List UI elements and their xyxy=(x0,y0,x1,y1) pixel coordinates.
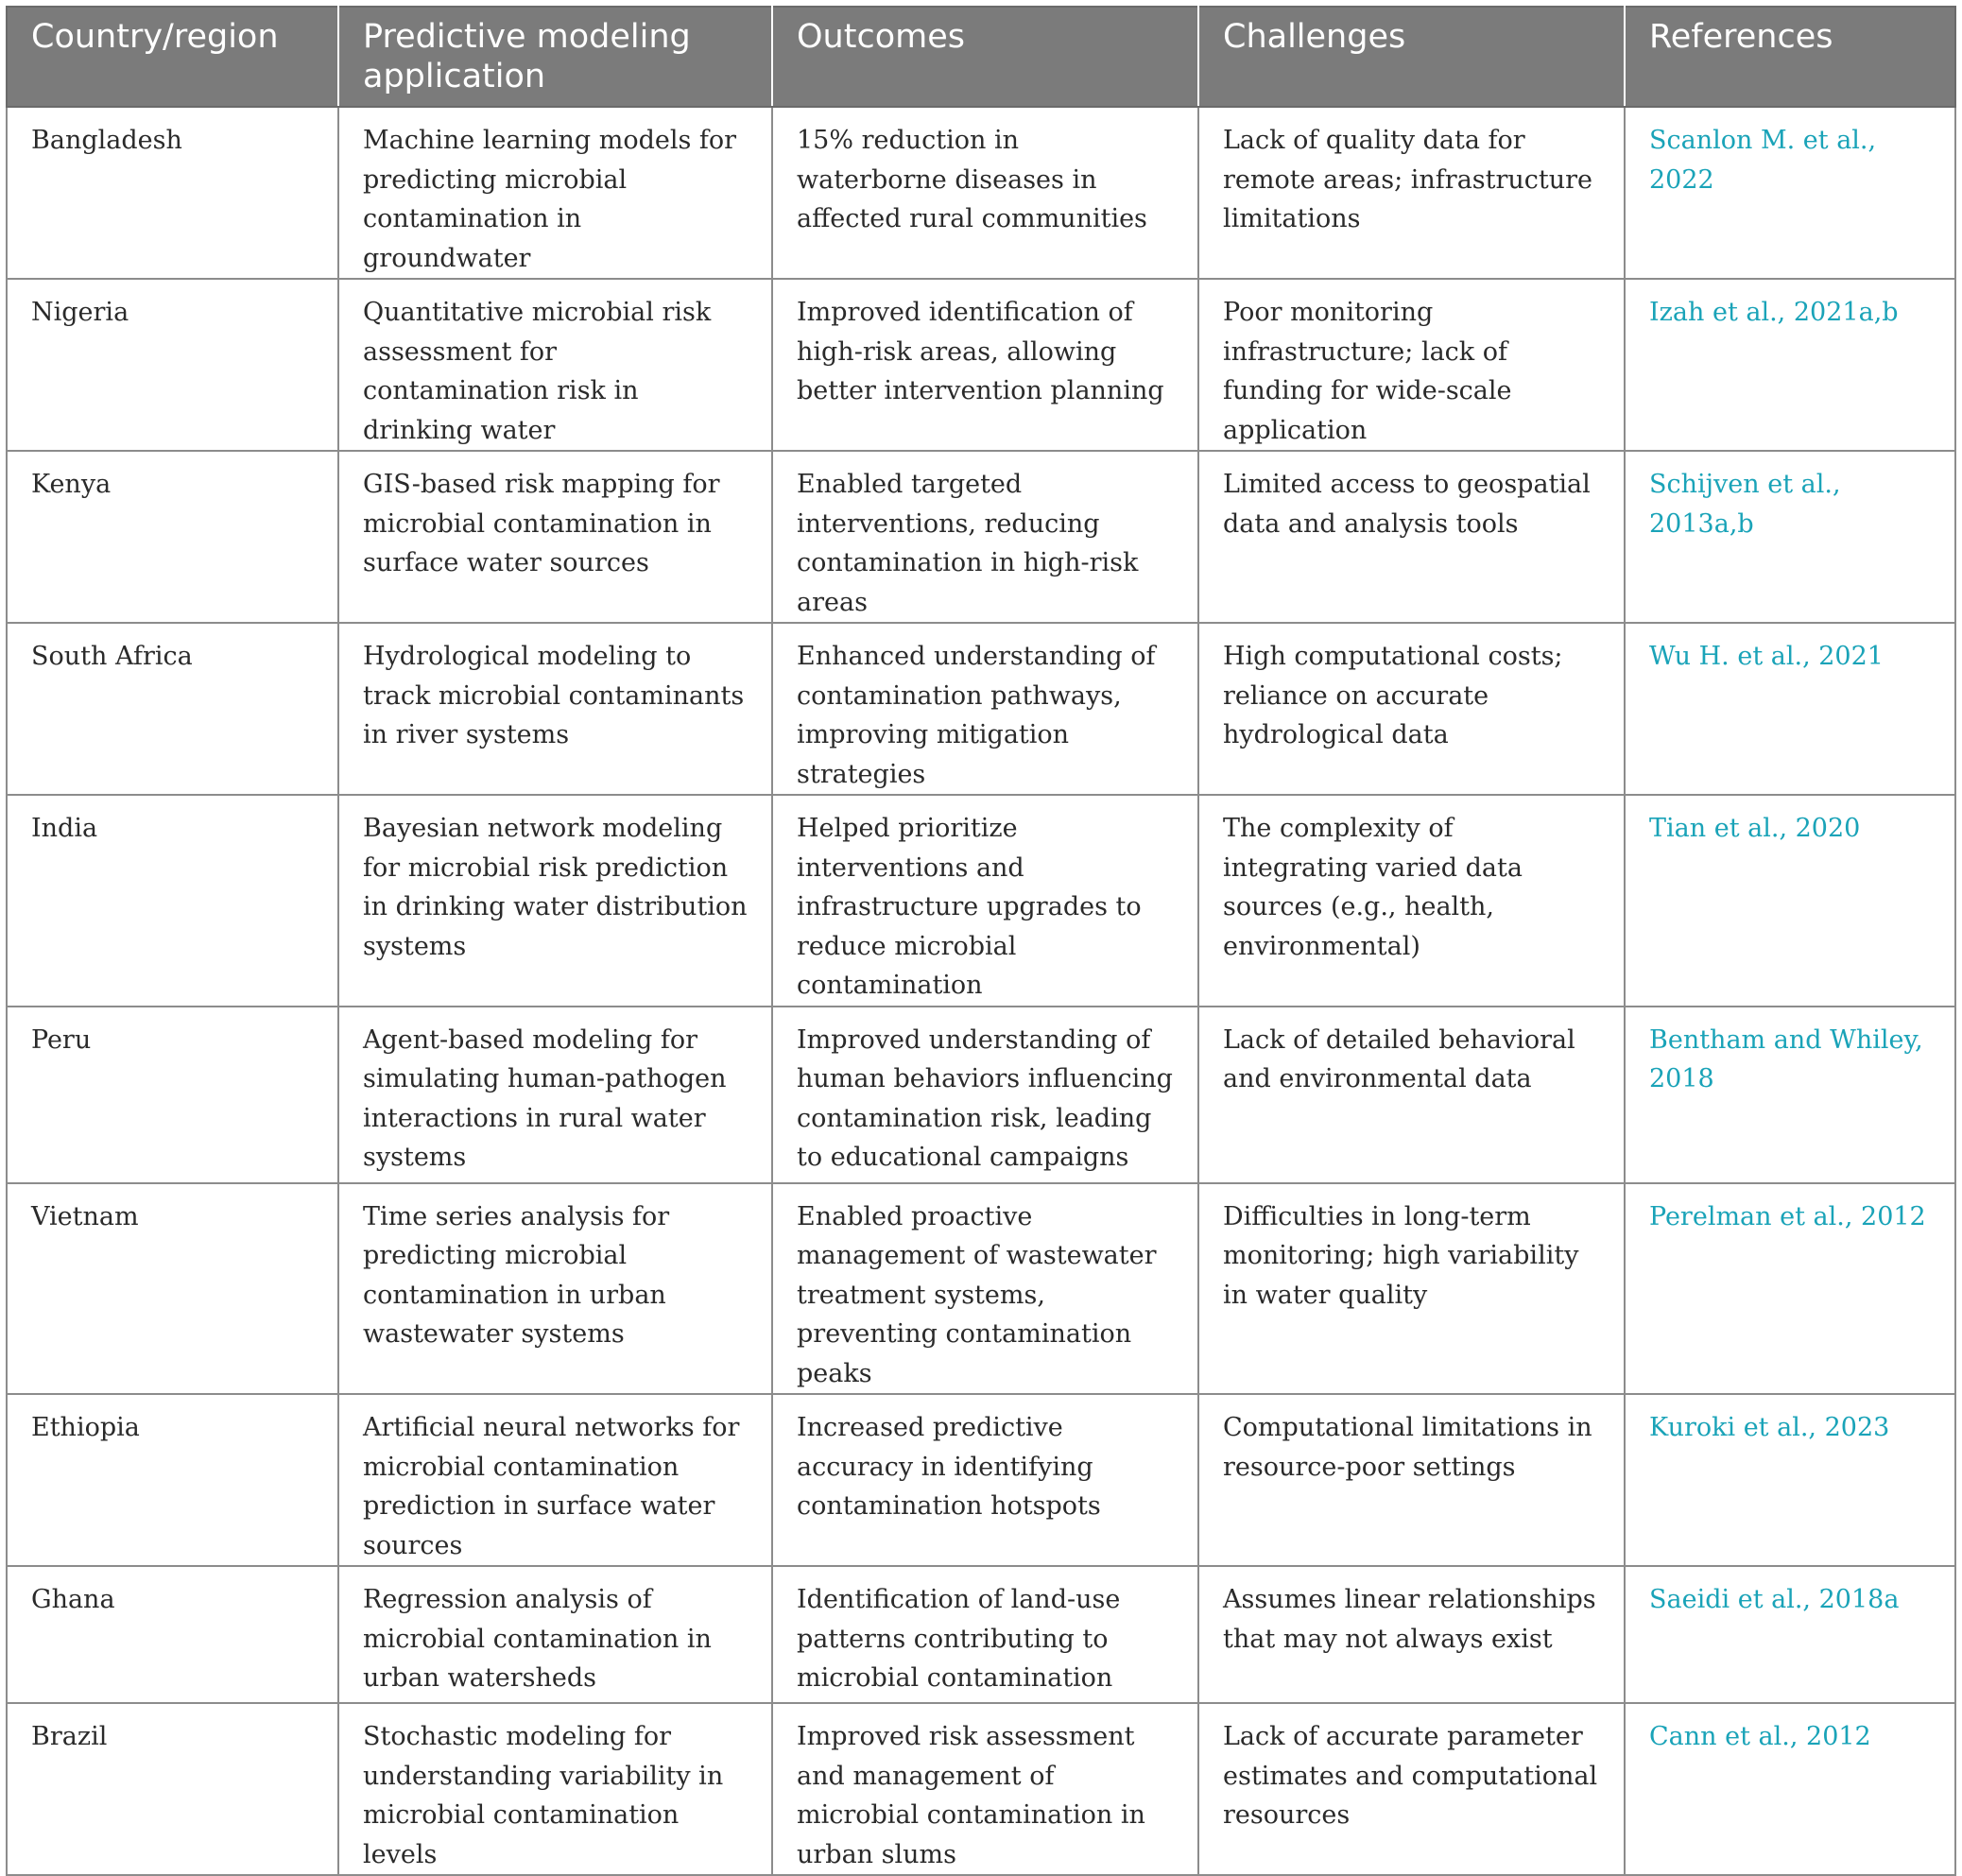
cell-application: Regression analysis of microbial contamination in urban watersheds xyxy=(338,1566,772,1703)
cell-country: India xyxy=(7,795,338,1007)
cell-challenges: The complexity of integrating varied data sources (e.g., health, environmental) xyxy=(1198,795,1625,1007)
cell-outcomes: Identification of land-use patterns contributing to microbial contamination xyxy=(772,1566,1198,1703)
table-row xyxy=(7,1183,1955,1395)
cell-challenges: Difficulties in long-term monitoring; high variability in water quality xyxy=(1198,1183,1625,1395)
reference-year-link[interactable]: 2013a xyxy=(1649,508,1730,539)
cell-application: Agent-based modeling for simulating human-pathogen interactions in rural water systems xyxy=(338,1007,772,1183)
cell-outcomes: 15% reduction in waterborne diseases in affected rural communities xyxy=(772,107,1198,279)
cell-reference xyxy=(1625,107,1955,279)
reference-year-link[interactable]: 2020 xyxy=(1787,814,1861,843)
cell-application: Time series analysis for predicting microbial contamination in urban wastewater systems xyxy=(338,1183,772,1395)
cell-reference xyxy=(1625,1183,1955,1395)
table-row xyxy=(7,1566,1955,1703)
cell-challenges: High computational costs; reliance on accurate hydrological data xyxy=(1198,623,1625,795)
reference-year-link[interactable]: 2012 xyxy=(1852,1201,1926,1231)
reference-year-link[interactable]: 2022 xyxy=(1649,164,1714,195)
table-row xyxy=(7,107,1955,279)
reference-year-link[interactable]: 2023 xyxy=(1816,1413,1890,1442)
cell-application: Stochastic modeling for understanding variability in microbial contamination levels xyxy=(338,1703,772,1875)
reference-link[interactable]: Saeidi et al., xyxy=(1649,1585,1812,1614)
cell-reference xyxy=(1625,451,1955,623)
cell-outcomes: Enhanced understanding of contamination pathways, improving mitigation strategies xyxy=(772,623,1198,795)
cell-application: Bayesian network modeling for microbial risk prediction in drinking water distribution systems xyxy=(338,795,772,1007)
cell-outcomes: Enabled proactive management of wastewater treatment systems, preventing contamination peaks xyxy=(772,1183,1198,1395)
table-body xyxy=(7,107,1955,1875)
cell-challenges: Computational limitations in resource-poor settings xyxy=(1198,1394,1625,1566)
reference-link[interactable]: Kuroki et al., xyxy=(1649,1413,1817,1442)
cell-country: Kenya xyxy=(7,451,338,623)
table-row xyxy=(7,795,1955,1007)
header-challenges: Challenges xyxy=(1198,7,1625,107)
header-outcomes: Outcomes xyxy=(772,7,1198,107)
reference-link[interactable]: Perelman et al., xyxy=(1649,1201,1853,1231)
cell-reference xyxy=(1625,623,1955,795)
reference-year-link[interactable]: 2021a xyxy=(1785,298,1874,327)
cell-country: Nigeria xyxy=(7,279,338,451)
cell-country: South Africa xyxy=(7,623,338,795)
cell-reference xyxy=(1625,1703,1955,1875)
cell-application: Quantitative microbial risk assessment for contamination risk in drinking water xyxy=(338,279,772,451)
reference-link[interactable]: Tian et al., xyxy=(1649,814,1788,843)
reference-year-link[interactable]: 2012 xyxy=(1798,1722,1871,1751)
cell-application: GIS-based risk mapping for microbial contamination in surface water sources xyxy=(338,451,772,623)
header-country: Country/region xyxy=(7,7,338,107)
cell-reference xyxy=(1625,795,1955,1007)
cell-outcomes: Improved understanding of human behaviors influencing contamination risk, leading to educational campaigns xyxy=(772,1007,1198,1183)
cell-challenges: Lack of detailed behavioral and environmental data xyxy=(1198,1007,1625,1183)
reference-year-link[interactable]: 2021 xyxy=(1810,642,1884,671)
table-row xyxy=(7,623,1955,795)
table-row xyxy=(7,279,1955,451)
table-row xyxy=(7,1007,1955,1183)
reference-link[interactable]: Bentham and Whiley, xyxy=(1649,1024,1923,1055)
cell-challenges: Poor monitoring infrastructure; lack of funding for wide-scale application xyxy=(1198,279,1625,451)
table-row xyxy=(7,1394,1955,1566)
table-row xyxy=(7,451,1955,623)
table-header xyxy=(7,7,1955,107)
cell-reference xyxy=(1625,1394,1955,1566)
header-references: References xyxy=(1625,7,1955,107)
cell-country: Bangladesh xyxy=(7,107,338,279)
cell-challenges: Lack of accurate parameter estimates and computational resources xyxy=(1198,1703,1625,1875)
header-application: Predictive modeling application xyxy=(338,7,772,107)
reference-year-link-b[interactable]: ,b xyxy=(1873,298,1899,327)
reference-link[interactable]: Wu H. et al., xyxy=(1649,642,1811,671)
reference-link[interactable]: Scanlon M. et al., xyxy=(1649,126,1877,155)
cell-country: Ghana xyxy=(7,1566,338,1703)
cell-reference xyxy=(1625,279,1955,451)
predictive-modeling-table-container xyxy=(6,6,1954,1876)
cell-reference xyxy=(1625,1007,1955,1183)
cell-challenges: Limited access to geospatial data and analysis tools xyxy=(1198,451,1625,623)
cell-outcomes: Increased predictive accuracy in identifying contamination hotspots xyxy=(772,1394,1198,1566)
cell-country: Ethiopia xyxy=(7,1394,338,1566)
cell-application: Artificial neural networks for microbial contamination prediction in surface water sources xyxy=(338,1394,772,1566)
cell-country: Vietnam xyxy=(7,1183,338,1395)
cell-application: Machine learning models for predicting microbial contamination in groundwater xyxy=(338,107,772,279)
table-row xyxy=(7,1703,1955,1875)
reference-link[interactable]: Schijven et al., xyxy=(1649,470,1841,499)
predictive-modeling-table xyxy=(6,6,1956,1876)
reference-year-link[interactable]: 2018 xyxy=(1649,1064,1714,1093)
cell-outcomes: Enabled targeted interventions, reducing contamination in high-risk areas xyxy=(772,451,1198,623)
header-row xyxy=(7,7,1955,107)
cell-challenges: Lack of quality data for remote areas; infrastructure limitations xyxy=(1198,107,1625,279)
cell-challenges: Assumes linear relationships that may not always exist xyxy=(1198,1566,1625,1703)
cell-country: Brazil xyxy=(7,1703,338,1875)
reference-year-link-b[interactable]: ,b xyxy=(1729,508,1754,539)
cell-application: Hydrological modeling to track microbial contaminants in river systems xyxy=(338,623,772,795)
reference-year-link[interactable]: 2018a xyxy=(1811,1585,1900,1614)
reference-link[interactable]: Cann et al., xyxy=(1649,1722,1798,1751)
cell-reference xyxy=(1625,1566,1955,1703)
cell-outcomes: Helped prioritize interventions and infrastructure upgrades to reduce microbial contamination xyxy=(772,795,1198,1007)
cell-outcomes: Improved identification of high-risk areas, allowing better intervention planning xyxy=(772,279,1198,451)
reference-link[interactable]: Izah et al., xyxy=(1649,298,1786,327)
cell-country: Peru xyxy=(7,1007,338,1183)
cell-outcomes: Improved risk assessment and management of microbial contamination in urban slums xyxy=(772,1703,1198,1875)
